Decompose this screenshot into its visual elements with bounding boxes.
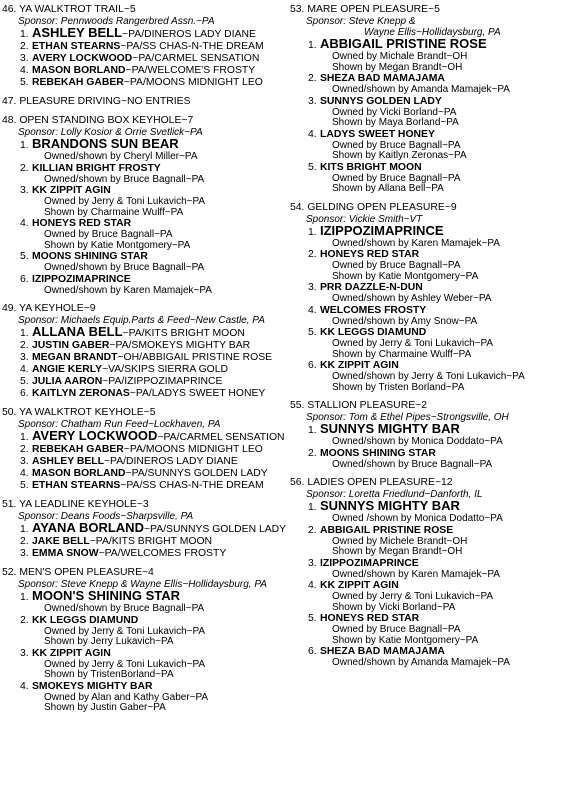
placing-row bbox=[290, 38, 582, 52]
placing-row bbox=[2, 340, 288, 352]
placing-row bbox=[290, 162, 582, 174]
entry-horse: ~PA/WELCOMES FROSTY bbox=[98, 548, 227, 559]
owner-line: Shown by Megan Brandt~OH bbox=[332, 61, 463, 73]
owner-line: Shown by Justin Gaber~PA bbox=[44, 702, 166, 713]
sponsor-line: Sponsor: Michaels Equip.Parts & Feed~New Castle, PA bbox=[18, 315, 265, 326]
class-block bbox=[290, 4, 582, 195]
placing-number: 4. bbox=[20, 680, 29, 692]
placing-row bbox=[2, 163, 288, 175]
placing-number: 2. bbox=[308, 249, 317, 260]
placing-number: 1. bbox=[308, 502, 317, 513]
placing-number: 1. bbox=[20, 432, 29, 443]
placing-row bbox=[2, 274, 288, 286]
entry-name: REBEKAH GABER bbox=[32, 444, 124, 455]
placing-number: 5. bbox=[308, 161, 317, 173]
placing-row bbox=[290, 222, 582, 239]
placing-row bbox=[2, 480, 288, 492]
owner-line: Owned by Bruce Bagnall~PA bbox=[332, 260, 461, 271]
placing-row bbox=[2, 326, 288, 340]
entry-name: ASHLEY BELL bbox=[32, 25, 123, 40]
placing-row bbox=[2, 548, 288, 560]
entry-horse: ~PA/SUNNYS GOLDEN LADY bbox=[125, 468, 268, 479]
owner-line: Owned/shown by Amanda Mamajek~PA bbox=[332, 657, 510, 668]
placing-number: 3. bbox=[20, 185, 29, 196]
owner-line: Owned/shown by Amy Snow~PA bbox=[332, 315, 478, 327]
owner-line: Owned by Bruce Bagnall~PA bbox=[332, 624, 461, 635]
entry-name: HONEYS RED STAR bbox=[32, 218, 132, 229]
placing-row bbox=[2, 468, 288, 480]
placing-number: 2. bbox=[308, 524, 317, 536]
owner-line: Owned by Alan and Kathy Gaber~PA bbox=[44, 691, 209, 703]
entry-name: MEGAN BRANDT bbox=[32, 352, 118, 363]
owner-line: Owned by Jerry & Toni Lukavich~PA bbox=[44, 658, 206, 670]
entry-name: AYANA BORLAND bbox=[32, 520, 144, 535]
entry-name: SHEZA BAD MAMAJAMA bbox=[320, 73, 445, 84]
placing-number: 3. bbox=[20, 456, 29, 467]
placing-number: 2. bbox=[308, 447, 317, 459]
owner-line: Owned by Jerry & Toni Lukavich~PA bbox=[44, 196, 206, 207]
entry-name: SHEZA BAD MAMAJAMA bbox=[320, 646, 445, 657]
owner-line: Owned/shown by Amanda Mamajek~PA bbox=[332, 84, 510, 95]
placing-number: 5. bbox=[20, 480, 29, 491]
owner-line: Owned/shown by Monica Doddato~PA bbox=[332, 436, 503, 447]
placing-number: 5. bbox=[20, 77, 29, 88]
owner-line: Shown by Katie Montgomery~PA bbox=[332, 270, 479, 282]
entry-name: SUNNYS MIGHTY BAR bbox=[320, 421, 460, 436]
sponsor-line: Sponsor: Chatham Run Feed~Lockhaven, PA bbox=[18, 419, 221, 430]
placing-number: 1. bbox=[20, 328, 29, 339]
placing-number: 6. bbox=[308, 360, 317, 371]
placing-number: 1. bbox=[308, 226, 317, 238]
placing-number: 3. bbox=[20, 53, 29, 64]
entry-horse: ~PA/CARMEL SENSATION bbox=[132, 53, 260, 64]
entry-name: SUNNYS GOLDEN LADY bbox=[320, 95, 442, 107]
entry-name: AVERY LOCKWOOD bbox=[32, 53, 133, 64]
owner-line: Shown by Katie Montgomery~PA bbox=[332, 634, 479, 646]
placing-row bbox=[2, 138, 288, 152]
owner-line: Owned/shown by Bruce Bagnall~PA bbox=[44, 603, 205, 614]
sponsor-line-2: Wayne Ellis~Hollidaysburg, PA bbox=[364, 27, 501, 38]
class-title: 55. STALLION PLEASURE~2 bbox=[290, 400, 427, 411]
placing-number: 4. bbox=[308, 580, 317, 591]
placing-row bbox=[290, 500, 582, 514]
owner-line: Shown by TristenBorland~PA bbox=[44, 669, 174, 680]
entry-horse: ~PA/SS CHAS-N-THE DREAM bbox=[120, 41, 264, 52]
placing-number: 1. bbox=[308, 40, 317, 51]
entry-name: ALLANA BELL bbox=[32, 324, 123, 339]
entry-name: ASHLEY BELL bbox=[32, 456, 104, 467]
placing-row bbox=[2, 615, 288, 627]
entry-name: ANGIE KERLY bbox=[32, 364, 103, 375]
placing-number: 2. bbox=[20, 41, 29, 52]
sponsor-line: Sponsor: Deans Foods~Sharpsville, PA bbox=[18, 511, 194, 522]
sponsor-line: Sponsor: Steve Knepp & bbox=[306, 16, 416, 27]
class-title: 52. MEN'S OPEN PLEASURE~4 bbox=[2, 567, 154, 578]
placing-number: 2. bbox=[20, 340, 29, 351]
entry-name: ETHAN STEARNS bbox=[32, 480, 121, 491]
entry-name: PRR DAZZLE-N-DUN bbox=[320, 282, 423, 293]
placing-number: 1. bbox=[20, 524, 29, 535]
placing-number: 3. bbox=[20, 647, 29, 659]
placing-row bbox=[290, 423, 582, 437]
entry-horse: ~PA/SUNNYS GOLDEN LADY bbox=[143, 524, 287, 535]
entry-name: HONEYS RED STAR bbox=[320, 249, 420, 260]
owner-line: Shown by Kaitlyn Zeronas~PA bbox=[332, 150, 467, 161]
class-title: 47. PLEASURE DRIVING~NO ENTRIES bbox=[2, 96, 191, 107]
class-title: 51. YA LEADLINE KEYHOLE~3 bbox=[2, 499, 149, 510]
sponsor-line: Sponsor: Pennwoods Rangerbred Assn.~PA bbox=[18, 16, 215, 27]
class-title: 54. GELDING OPEN PLEASURE~9 bbox=[290, 201, 457, 213]
entry-name: KK LEGGS DIAMUND bbox=[320, 327, 427, 338]
placing-number: 3. bbox=[308, 557, 317, 569]
entry-name: MASON BORLAND bbox=[32, 468, 126, 479]
placing-number: 2. bbox=[20, 536, 29, 547]
owner-line: Owned by Michale Brandt~OH bbox=[332, 51, 468, 62]
sponsor-line: Sponsor: Steve Knepp & Wayne Ellis~Hollidaysburg, PA bbox=[18, 579, 267, 590]
class-block bbox=[2, 407, 288, 492]
owner-line: Owned by Bruce Bagnall~PA bbox=[332, 139, 461, 151]
entry-horse: ~PA/SMOKEYS MIGHTY BAR bbox=[109, 340, 251, 351]
entry-name: IZIPPOZIMAPRINCE bbox=[320, 222, 444, 238]
owner-line: Owned/shown by Karen Mamajek~PA bbox=[332, 568, 500, 580]
placing-number: 2. bbox=[20, 162, 29, 174]
placing-number: 6. bbox=[20, 388, 29, 399]
entry-horse: ~PA/MOONS MIDNIGHT LEO bbox=[123, 77, 263, 88]
placing-number: 5. bbox=[20, 251, 29, 262]
entry-name: KK ZIPPIT AGIN bbox=[32, 185, 111, 196]
entry-name: JULIA AARON bbox=[32, 376, 103, 387]
class-block bbox=[290, 400, 582, 470]
entry-name: KILLIAN BRIGHT FROSTY bbox=[32, 162, 161, 174]
placing-row bbox=[2, 456, 288, 468]
placing-row bbox=[2, 77, 288, 89]
placing-number: 4. bbox=[308, 128, 317, 140]
class-block bbox=[2, 115, 288, 296]
owner-line: Owned/shown by Bruce Bagnall~PA bbox=[332, 458, 493, 470]
placing-row bbox=[2, 536, 288, 548]
owner-line: Shown by Allana Bell~PA bbox=[332, 183, 444, 194]
placing-row bbox=[2, 681, 288, 693]
owner-line: Owned /shown by Monica Dodatto~PA bbox=[332, 513, 503, 524]
owner-line: Owned/shown by Karen Mamajek~PA bbox=[332, 237, 500, 249]
entry-horse: ~PA/WELCOME'S FROSTY bbox=[125, 65, 256, 76]
placing-number: 1. bbox=[20, 592, 29, 603]
entry-horse: ~OH/ABBIGAIL PRISTINE ROSE bbox=[117, 352, 273, 363]
entry-name: HONEYS RED STAR bbox=[320, 613, 420, 624]
entry-name: IZIPPOZIMAPRINCE bbox=[32, 273, 131, 285]
entry-horse: ~PA/DINEROS LADY DIANE bbox=[122, 29, 256, 40]
owner-line: Shown by Megan Brandt~OH bbox=[332, 546, 463, 557]
placing-row bbox=[2, 41, 288, 53]
entry-name: EMMA SNOW bbox=[32, 548, 99, 559]
entry-name: JAKE BELL bbox=[32, 536, 90, 547]
sponsor-line: Sponsor: Lolly Kosior & Orrie Svetlick~PA bbox=[18, 127, 203, 138]
entry-name: SMOKEYS MIGHTY BAR bbox=[32, 680, 153, 692]
owner-line: Owned by Bruce Bagnall~PA bbox=[44, 229, 173, 240]
owner-line: Shown by Tristen Borland~PA bbox=[332, 381, 465, 393]
placing-number: 5. bbox=[308, 613, 317, 624]
placing-number: 3. bbox=[20, 352, 29, 363]
entry-name: KK ZIPPIT AGIN bbox=[320, 360, 399, 371]
placing-number: 5. bbox=[308, 327, 317, 338]
placing-row bbox=[290, 96, 582, 108]
entry-name: KITS BRIGHT MOON bbox=[320, 161, 422, 173]
entry-name: MOON'S SHINING STAR bbox=[32, 588, 181, 603]
placing-row bbox=[290, 129, 582, 141]
placing-row bbox=[2, 364, 288, 376]
placing-number: 4. bbox=[20, 468, 29, 479]
placing-number: 6. bbox=[308, 646, 317, 657]
owner-line: Owned by Vicki Borland~PA bbox=[332, 106, 457, 118]
placing-number: 3. bbox=[308, 95, 317, 107]
entry-horse: ~PA/KITS BRIGHT MOON bbox=[122, 328, 245, 339]
class-block bbox=[2, 4, 288, 89]
owner-line: Shown by Charmaine Wulff~PA bbox=[44, 206, 184, 218]
entry-name: IZIPPOZIMAPRINCE bbox=[320, 557, 419, 569]
entry-name: MOONS SHINING STAR bbox=[320, 447, 436, 459]
owner-line: Owned by Jerry & Toni Lukavich~PA bbox=[44, 625, 206, 637]
placing-number: 4. bbox=[20, 364, 29, 375]
class-title: 56. LADIES OPEN PLEASURE~12 bbox=[290, 477, 453, 488]
class-title: 46. YA WALKTROT TRAIL~5 bbox=[2, 4, 136, 15]
owner-line: Owned/shown by Cheryl Miller~PA bbox=[44, 151, 198, 162]
entry-name: MOONS SHINING STAR bbox=[32, 251, 148, 262]
class-title: 48. OPEN STANDING BOX KEYHOLE~7 bbox=[2, 115, 194, 126]
class-block bbox=[2, 303, 288, 400]
placing-row bbox=[2, 65, 288, 77]
owner-line: Shown by Maya Borland~PA bbox=[332, 117, 459, 128]
class-title: 53. MARE OPEN PLEASURE~5 bbox=[290, 4, 440, 15]
placing-row bbox=[2, 352, 288, 364]
entry-name: REBEKAH GABER bbox=[32, 77, 124, 88]
placing-row bbox=[2, 53, 288, 65]
owner-line: Owned/shown by Jerry & Toni Lukavich~PA bbox=[332, 371, 525, 382]
entry-horse: ~PA/MOONS MIDNIGHT LEO bbox=[123, 444, 263, 455]
results-column-right bbox=[290, 4, 582, 676]
placing-row bbox=[2, 522, 288, 536]
class-block bbox=[290, 202, 582, 394]
placing-number: 1. bbox=[20, 29, 29, 40]
owner-line: Shown by Charmaine Wulff~PA bbox=[332, 348, 472, 360]
entry-name: ETHAN STEARNS bbox=[32, 41, 121, 52]
owner-line: Owned/shown by Karen Mamajek~PA bbox=[44, 284, 212, 296]
placing-number: 4. bbox=[20, 65, 29, 76]
owner-line: Owned/shown by Ashley Weber~PA bbox=[332, 293, 492, 304]
placing-row bbox=[2, 430, 288, 444]
placing-number: 3. bbox=[308, 282, 317, 293]
owner-line: Owned by Jerry & Toni Lukavich~PA bbox=[332, 338, 494, 349]
class-title: 50. YA WALKTROT KEYHOLE~5 bbox=[2, 407, 156, 418]
placing-number: 6. bbox=[20, 273, 29, 285]
entry-name: KK ZIPPIT AGIN bbox=[320, 580, 399, 591]
owner-line: Owned/shown by Bruce Bagnall~PA bbox=[44, 262, 205, 273]
entry-horse: ~PA/SS CHAS-N-THE DREAM bbox=[120, 480, 264, 491]
owner-line: Owned/shown by Bruce Bagnall~PA bbox=[44, 173, 205, 185]
entry-name: KK ZIPPIT AGIN bbox=[32, 647, 111, 659]
entry-horse: ~VA/SKIPS SIERRA GOLD bbox=[102, 364, 229, 375]
placing-row bbox=[290, 525, 582, 537]
sponsor-line: Sponsor: Loretta Friedlund~Danforth, IL bbox=[306, 489, 483, 500]
entry-horse: ~PA/DINEROS LADY DIANE bbox=[103, 456, 238, 467]
results-column-left bbox=[2, 4, 288, 721]
placing-number: 1. bbox=[20, 140, 29, 151]
entry-name: WELCOMES FROSTY bbox=[320, 304, 427, 316]
placing-row bbox=[2, 590, 288, 604]
entry-name: SUNNYS MIGHTY BAR bbox=[320, 498, 460, 513]
entry-name: BRANDONS SUN BEAR bbox=[32, 136, 179, 151]
class-title: 49. YA KEYHOLE~9 bbox=[2, 303, 96, 314]
placing-number: 5. bbox=[20, 376, 29, 387]
placing-number: 3. bbox=[20, 548, 29, 559]
placing-row bbox=[290, 448, 582, 460]
entry-name: ABBIGAIL PRISTINE ROSE bbox=[320, 36, 487, 51]
sponsor-line: Sponsor: Tom & Ethel Pipes~Strongsville, OH bbox=[306, 412, 509, 423]
placing-number: 2. bbox=[20, 614, 29, 626]
entry-name: MASON BORLAND bbox=[32, 65, 126, 76]
placing-row bbox=[2, 388, 288, 400]
entry-horse: ~PA/IZIPPOZIMAPRINCE bbox=[102, 376, 223, 387]
placing-row bbox=[290, 558, 582, 570]
placing-number: 2. bbox=[308, 73, 317, 84]
owner-line: Owned by Michele Brandt~OH bbox=[332, 535, 468, 547]
placing-row bbox=[2, 648, 288, 660]
class-block bbox=[290, 477, 582, 669]
entry-name: KK LEGGS DIAMUND bbox=[32, 614, 139, 626]
class-block bbox=[2, 567, 288, 714]
owner-line: Shown by Vicki Borland~PA bbox=[332, 601, 456, 613]
owner-line: Owned by Jerry & Toni Lukavich~PA bbox=[332, 591, 494, 602]
entry-name: AVERY LOCKWOOD bbox=[32, 428, 158, 443]
entry-name: LADYS SWEET HONEY bbox=[320, 128, 435, 140]
sponsor-line: Sponsor: Vickie Smith~VT bbox=[306, 213, 423, 225]
entry-horse: ~PA/CARMEL SENSATION bbox=[157, 432, 285, 443]
class-block bbox=[2, 499, 288, 560]
placing-row bbox=[2, 376, 288, 388]
entry-horse: ~PA/LADYS SWEET HONEY bbox=[129, 388, 266, 399]
entry-horse: ~PA/KITS BRIGHT MOON bbox=[89, 536, 213, 547]
placing-number: 4. bbox=[20, 218, 29, 229]
placing-row bbox=[2, 444, 288, 456]
owner-line: Owned by Bruce Bagnall~PA bbox=[332, 172, 461, 184]
entry-name: ABBIGAIL PRISTINE ROSE bbox=[320, 524, 454, 536]
class-block bbox=[2, 96, 288, 108]
placing-row bbox=[2, 27, 288, 41]
placing-number: 1. bbox=[308, 425, 317, 436]
placing-number: 4. bbox=[308, 304, 317, 316]
owner-line: Shown by Katie Montgomery~PA bbox=[44, 239, 191, 251]
owner-line: Shown by Jerry Lukavich~PA bbox=[44, 636, 174, 647]
placing-number: 2. bbox=[20, 444, 29, 455]
placing-row bbox=[290, 305, 582, 317]
entry-name: KAITLYN ZERONAS bbox=[32, 388, 130, 399]
entry-name: JUSTIN GABER bbox=[32, 340, 110, 351]
